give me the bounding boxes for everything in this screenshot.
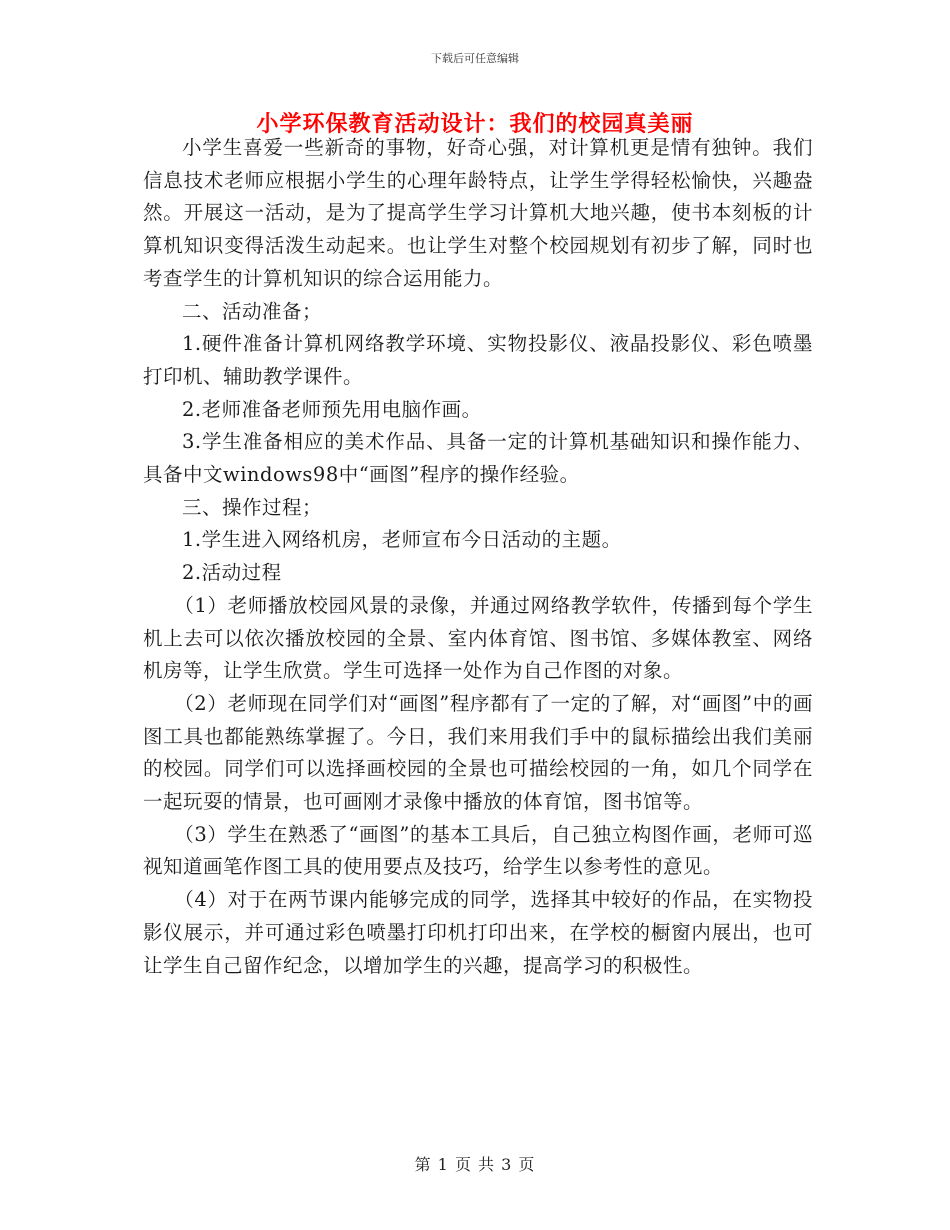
paragraph-step-4: （4）对于在两节课内能够完成的同学，选择其中较好的作品，在实物投影仪展示，并可通过彩色喷墨打印机打印出来，在学校的橱窗内展出，也可让学生自己留作纪念，以增加学生的兴趣，提高学习的积极性。	[143, 888, 813, 977]
paragraph-step-3: （3）学生在熟悉了“画图”的基本工具后，自己独立构图作画，老师可巡视知道画笔作图工具的使用要点及技巧，给学生以参考性的意见。	[143, 822, 813, 879]
paragraph-section-preparation: 二、活动准备；	[182, 299, 323, 323]
paragraph-teacher-prep: 2.老师准备老师预先用电脑作画。	[182, 397, 482, 421]
document-title: 小学环保教育活动设计：我们的校园真美丽	[256, 111, 694, 137]
page-number: 第 1 页 共 3 页	[414, 1155, 536, 1174]
paragraph-activity-process: 2.活动过程	[182, 561, 282, 585]
paragraph-enter-room: 1.学生进入网络机房，老师宣布今日活动的主题。	[182, 528, 622, 552]
paragraph-hardware: 1.硬件准备计算机网络教学环境、实物投影仪、液晶投影仪、彩色喷墨打印机、辅助教学课件。	[143, 332, 813, 388]
document-body	[143, 132, 813, 982]
paragraph-step-1: （1）老师播放校园风景的录像，并通过网络教学软件，传播到每个学生机上去可以依次播放校园的全景、室内体育馆、图书馆、多媒体教室、网络机房等，让学生欣赏。学生可选择一处作为自己作图的对象。	[143, 593, 813, 683]
paragraph-student-prep: 3.学生准备相应的美术作品、具备一定的计算机基础知识和操作能力、具备中文windows98中“画图”程序的操作经验。	[143, 430, 813, 487]
paragraph-section-process: 三、操作过程；	[182, 495, 323, 519]
paragraph-step-2: （2）老师现在同学们对“画图”程序都有了一定的了解，对“画图”中的画图工具也都能熟练掌握了。今日，我们来用我们手中的鼠标描绘出我们美丽的校园。同学们可以选择画校园的全景也可描绘校园的一角，如几个同学在一起玩耍的情景，也可画刚才录像中播放的体育馆，图书馆等。	[143, 691, 813, 814]
paragraph-intro: 小学生喜爱一些新奇的事物，好奇心强，对计算机更是情有独钟。我们信息技术老师应根据小学生的心理年龄特点，让学生学得轻松愉快，兴趣盎然。开展这一活动，是为了提高学生学习计算机大地兴趣，使书本刻板的计算机知识变得活泼生动起来。也让学生对整个校园规划有初步了解，同时也考查学生的计算机知识的综合运用能力。	[143, 136, 813, 290]
header-note: 下载后可任意编辑	[431, 52, 519, 65]
